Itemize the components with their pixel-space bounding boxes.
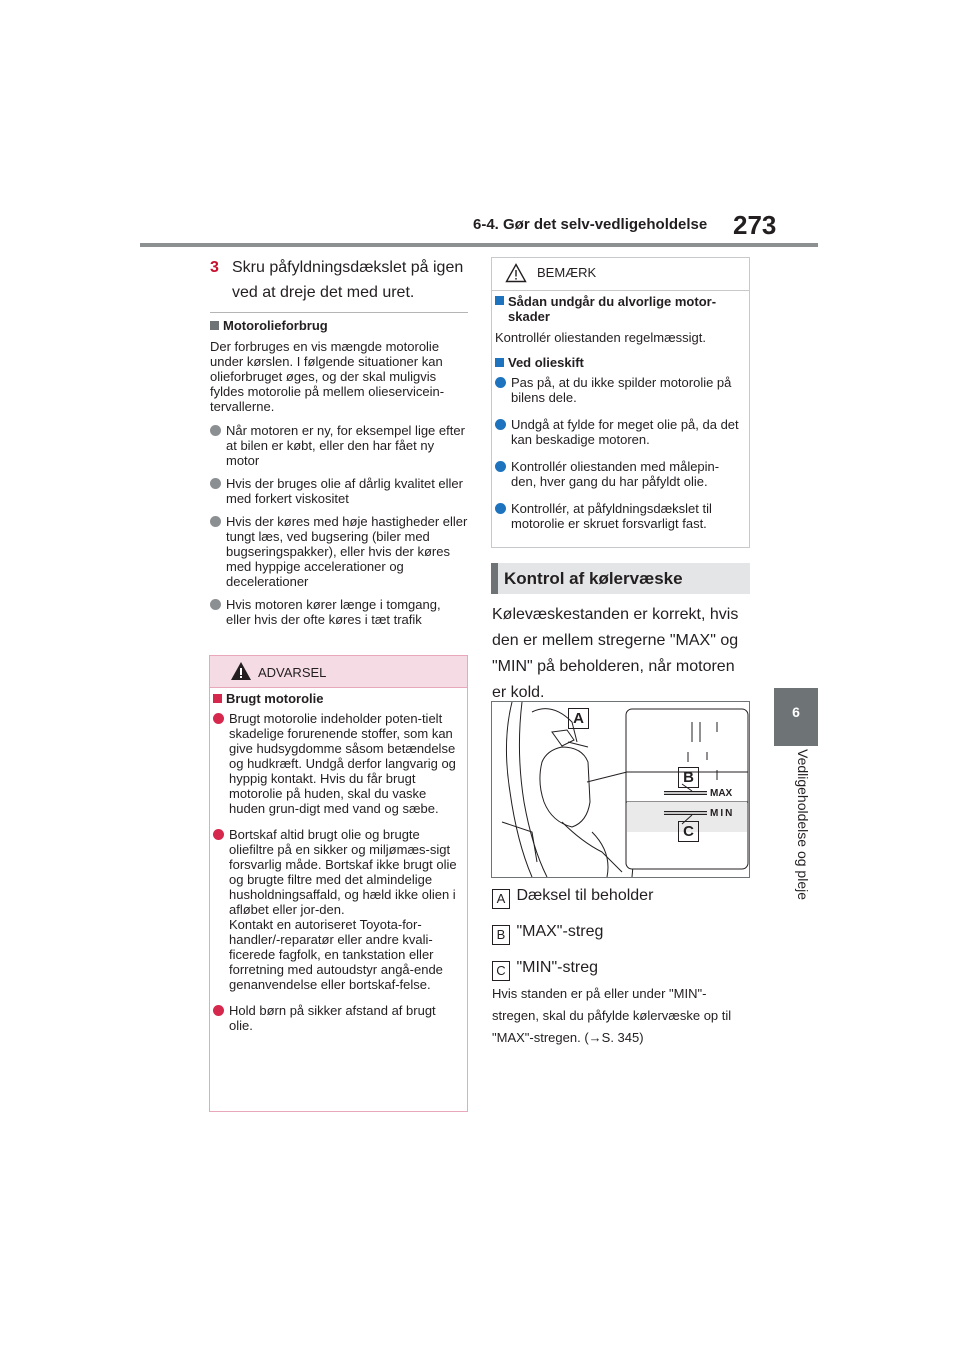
notice-header-rule <box>492 290 749 291</box>
notice-label: BEMÆRK <box>537 265 597 280</box>
square-bullet-icon <box>495 296 504 305</box>
list-item: Hold børn på sikker afstand af brugt olie. <box>213 1003 461 1033</box>
oil-consumption-title: Motorolieforbrug <box>223 318 328 333</box>
section-header: 6-4. Gør det selv-vedligeholdelse <box>473 216 708 233</box>
page-reference-link[interactable]: S. 345) <box>601 1030 644 1045</box>
callout-a: A <box>568 708 589 729</box>
legend-item-a <box>492 886 752 909</box>
square-bullet-icon <box>495 358 504 367</box>
chapter-title: Vedligeholdelse og pleje <box>795 749 811 901</box>
list-item: Hvis der køres med høje hastigheder eller tungt læs, ved bugsering (biler med bugseringspakker), eller hvis der køres med hyppige accelerationer og decelerationer <box>210 514 468 589</box>
list-item: Kontrollér, at påfyldningsdækslet til motorolie er skruet forsvarligt fast. <box>495 501 743 531</box>
coolant-refill-note: Hvis standen er på eller under "MIN"-stregen, skal du påfylde kølervæske op til "MAX"-stregen. (→S. 345) <box>492 986 732 1045</box>
list-item: Kontrollér oliestanden med målepin-den, hver gang du har påfyldt olie. <box>495 459 743 489</box>
step-number: 3 <box>210 259 219 276</box>
chapter-title-vertical <box>778 749 814 926</box>
bullet-icon <box>495 461 506 472</box>
list-item: Brugt motorolie indeholder poten-tielt skadelige forurenende stoffer, som kan give hudsygdomme såsom betændelse og hudkræft. Undgå derfor langvarig og hyppig kontakt. Hvis du får brugt motorolie på huden, skal du vaske huden grun-digt med vand og sæbe. <box>213 711 461 816</box>
warning-header <box>210 656 467 687</box>
legend-item-c <box>492 958 752 981</box>
legend-text: Dæksel til beholder <box>516 887 654 904</box>
square-bullet-icon <box>210 321 219 330</box>
figure-legend <box>492 886 752 981</box>
legend-key: C <box>492 961 510 981</box>
page-number: 273 <box>733 210 777 240</box>
caution-triangle-icon <box>505 263 527 283</box>
chapter-tab[interactable] <box>774 688 818 746</box>
bullet-icon <box>213 1005 224 1016</box>
notice-section1-title: Sådan undgår du alvorlige motor-skader <box>508 294 717 324</box>
arrow-icon: → <box>588 1030 602 1045</box>
warning-title-row <box>213 691 461 706</box>
bullet-icon <box>495 503 506 514</box>
bullet-icon <box>210 516 221 527</box>
coolant-section-heading <box>491 563 750 594</box>
step-text: Skru påfyldningsdækslet på igen ved at dreje det med uret. <box>232 259 464 301</box>
list-item: Når motoren er ny, for eksempel lige efter at bilen er købt, eller den har fået ny motor <box>210 423 468 468</box>
bullet-icon <box>495 419 506 430</box>
oil-consumption-title-row <box>210 318 468 333</box>
square-bullet-icon <box>213 694 222 703</box>
coolant-intro: Kølevæskestanden er korrekt, hvis den er mellem stregerne "MAX" og "MIN" på beholderen, når motoren er kold. <box>492 606 739 701</box>
notice-title-row <box>495 294 743 324</box>
bullet-icon <box>210 599 221 610</box>
notice-section2-title: Ved olieskift <box>508 355 584 370</box>
notice-content <box>495 294 743 531</box>
coolant-section-title: Kontrol af kølervæske <box>504 569 683 588</box>
bullet-icon <box>495 377 506 388</box>
bullet-icon <box>210 425 221 436</box>
oil-consumption-intro: Der forbruges en vis mængde motorolie under kørslen. I følgende situationer kan olieforbruget øges, og der skal muligvis fyldes motorolie på mellem olieservicein-tervallerne. <box>210 339 445 414</box>
list-item: Hvis der bruges olie af dårlig kvalitet eller med forkert viskositet <box>210 476 468 506</box>
notice-section1-text: Kontrollér oliestanden regelmæssigt. <box>495 330 706 345</box>
warning-triangle-icon <box>230 661 252 681</box>
list-item: Undgå at fylde for meget olie på, da det kan beskadige motoren. <box>495 417 743 447</box>
chapter-number: 6 <box>792 704 800 720</box>
warning-content <box>213 691 461 1033</box>
heading-accent <box>491 563 498 594</box>
notice-section2-row <box>495 355 743 370</box>
warning-label: ADVARSEL <box>258 665 327 680</box>
legend-key: A <box>492 889 510 909</box>
oil-consumption-section <box>210 318 468 627</box>
legend-text: "MAX"-streg <box>516 923 604 940</box>
legend-key: B <box>492 925 510 945</box>
divider <box>210 312 468 313</box>
min-mark-label: MIN <box>710 808 735 819</box>
warning-header-rule <box>210 687 467 688</box>
bullet-icon <box>213 713 224 724</box>
legend-text: "MIN"-streg <box>516 959 599 976</box>
header-rule <box>140 243 818 247</box>
callout-b: B <box>678 767 699 788</box>
max-mark-label: MAX <box>710 788 733 799</box>
legend-item-b <box>492 922 752 945</box>
callout-c: C <box>678 821 699 842</box>
list-item: Hvis motoren kører længe i tomgang, eller hvis der ofte køres i tæt trafik <box>210 597 468 627</box>
bullet-icon <box>213 829 224 840</box>
list-item: Pas på, at du ikke spilder motorolie på bilens dele. <box>495 375 743 405</box>
list-item: Bortskaf altid brugt olie og brugte oliefiltre på en sikker og miljømæs-sigt forsvarlig måde. Bortskaf ikke brugt olie og brugte filtre med det almindelige husholdningsaffald, og hæld ikke olien i afløbet eller jor-den. Kontakt en autoriseret Toyota-for-handler/-reparatør eller andre kvali-ficerede fagfolk, en tankstation eller forretning med autoudstyr angå-ende genanvendelse eller bortskaf-felse. <box>213 827 461 992</box>
coolant-reservoir-figure <box>491 701 750 878</box>
bullet-icon <box>210 478 221 489</box>
warning-title: Brugt motorolie <box>226 691 324 706</box>
